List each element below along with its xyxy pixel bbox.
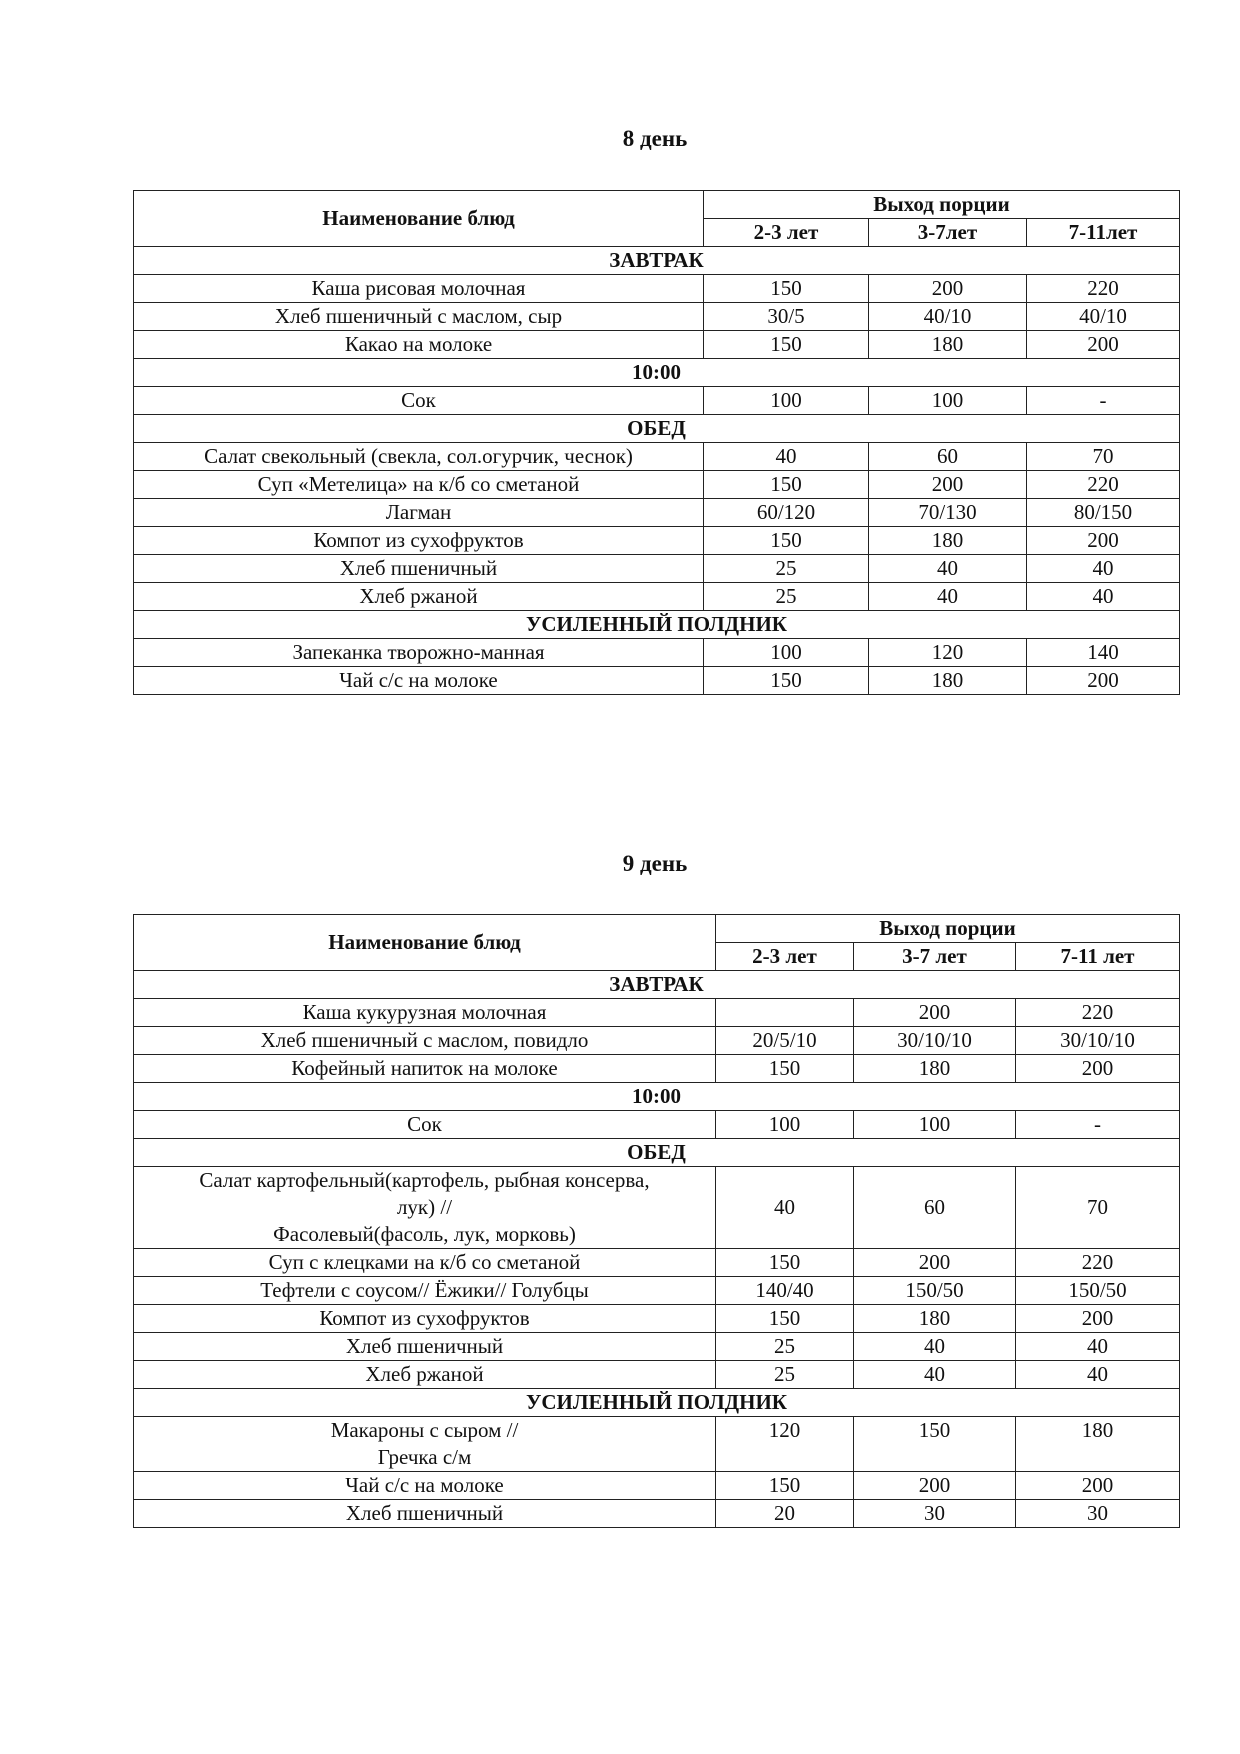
dish-name-header: Наименование блюд [134,191,704,247]
portion-value-cell: 220 [1027,471,1180,499]
dish-row [134,1500,1180,1528]
portion-value-cell: 200 [1016,1055,1180,1083]
day-9-title: 9 день [622,851,688,876]
dish-name-cell [134,1305,716,1333]
portion-value-cell: 40 [869,583,1027,611]
dish-name-line: Хлеб ржаной [365,1362,484,1386]
dish-row [134,1333,1180,1361]
portion-value-cell: 60 [854,1167,1016,1249]
dish-name-cell [134,1500,716,1528]
age-column-header: 3-7лет [869,219,1027,247]
age-column-header: 7-11 лет [1016,943,1180,971]
portion-value-cell: 100 [704,387,869,415]
portion-value-cell: 180 [854,1055,1016,1083]
portion-value-cell: 30/10/10 [1016,1027,1180,1055]
portion-value-cell: 25 [704,583,869,611]
portion-value-cell: 150 [716,1472,854,1500]
dish-name-line: Сок [407,1112,442,1136]
dish-row [134,1417,1180,1472]
portion-value-cell: - [1027,387,1180,415]
dish-name-line: Хлеб пшеничный [345,1334,504,1358]
portion-value-cell: 180 [854,1305,1016,1333]
meal-section-row [134,247,1180,275]
dish-row [134,275,1180,303]
dish-row [134,443,1180,471]
portion-value-cell: 200 [1016,1472,1180,1500]
dish-name-line: Фасолевый(фасоль, лук, морковь) [273,1222,576,1246]
dish-name-line: Кофейный напиток на молоке [291,1056,558,1080]
portion-value-cell: 60/120 [704,499,869,527]
dish-name-cell [134,331,704,359]
portion-value-cell: 150 [704,471,869,499]
dish-name-cell [134,1055,716,1083]
dish-name-cell [134,1249,716,1277]
portion-value-cell: 200 [1027,667,1180,695]
dish-name-cell [134,639,704,667]
dish-row [134,303,1180,331]
portion-value-cell: 100 [704,639,869,667]
dish-name-line: Каша рисовая молочная [311,276,526,300]
dish-name-cell [134,387,704,415]
dish-row [134,1361,1180,1389]
portion-value-cell: 30/10/10 [854,1027,1016,1055]
dish-name-cell [134,1361,716,1389]
portion-value-cell: 80/150 [1027,499,1180,527]
meal-section-title: ЗАВТРАК [134,971,1180,999]
portion-value-cell: 200 [869,275,1027,303]
dish-name-cell [134,1111,716,1139]
portion-value-cell: 200 [869,471,1027,499]
portion-value-cell: 40 [869,555,1027,583]
portion-value-cell: 40 [1016,1361,1180,1389]
dish-name-header: Наименование блюд [134,915,716,971]
dish-name-line: Суп с клецками на к/б со сметаной [268,1250,581,1274]
portion-value-cell: 150 [704,331,869,359]
dish-name-cell [134,1333,716,1361]
day-9-menu-table [133,914,1180,1528]
dish-name-cell [134,499,704,527]
dish-name-line: Какао на молоке [344,332,493,356]
dish-row [134,1305,1180,1333]
portion-value-cell: 25 [716,1361,854,1389]
dish-name-cell [134,1277,716,1305]
portion-value-cell: 200 [1027,527,1180,555]
portion-value-cell: 200 [854,999,1016,1027]
day-8-menu-table [133,190,1180,695]
dish-row [134,1277,1180,1305]
dish-name-line: Чай с/с на молоке [345,1473,504,1497]
dish-row [134,1111,1180,1139]
dish-name-line: Хлеб ржаной [359,584,478,608]
portion-value-cell: 120 [869,639,1027,667]
portion-value-cell: 25 [716,1333,854,1361]
portion-value-cell: 150 [854,1417,1016,1472]
dish-name-line: Хлеб пшеничный с маслом, повидло [260,1028,589,1052]
portion-value-cell: 150 [704,667,869,695]
dish-name-cell [134,583,704,611]
dish-row [134,1055,1180,1083]
dish-row [134,999,1180,1027]
age-column-header: 2-3 лет [716,943,854,971]
portion-value-cell: 180 [1016,1417,1180,1472]
portion-value-cell: 180 [869,331,1027,359]
dish-name-cell [134,1417,716,1472]
portion-value-cell: 20 [716,1500,854,1528]
meal-section-title: ЗАВТРАК [134,247,1180,275]
portion-value-cell: 220 [1016,999,1180,1027]
dish-name-line: Компот из сухофруктов [319,1306,530,1330]
meal-section-title: 10:00 [134,1083,1180,1111]
portion-value-cell [716,999,854,1027]
portion-value-cell: 200 [1016,1305,1180,1333]
dish-name-line: Салат картофельный(картофель, рыбная консерва, [199,1168,650,1192]
portion-value-cell: 200 [1027,331,1180,359]
dish-name-cell [134,1027,716,1055]
dish-name-line: Запеканка творожно-манная [292,640,545,664]
portion-value-cell: 30 [854,1500,1016,1528]
portion-value-cell: 100 [854,1111,1016,1139]
dish-row [134,1027,1180,1055]
portion-value-cell: 150 [716,1055,854,1083]
age-column-header: 2-3 лет [704,219,869,247]
dish-name-cell [134,471,704,499]
portion-header: Выход порции [704,191,1180,219]
dish-name-line: Суп «Метелица» на к/б со сметаной [257,472,580,496]
dish-name-cell [134,555,704,583]
meal-section-row [134,1083,1180,1111]
dish-name-cell [134,527,704,555]
portion-value-cell: 30 [1016,1500,1180,1528]
portion-value-cell: 150 [704,527,869,555]
meal-section-row [134,971,1180,999]
portion-value-cell: 40/10 [1027,303,1180,331]
dish-row [134,471,1180,499]
dish-row [134,1249,1180,1277]
portion-value-cell: 150/50 [854,1277,1016,1305]
portion-value-cell: 120 [716,1417,854,1472]
dish-name-cell [134,303,704,331]
portion-value-cell: 40 [854,1361,1016,1389]
portion-value-cell: - [1016,1111,1180,1139]
portion-value-cell: 140 [1027,639,1180,667]
dish-row [134,527,1180,555]
dish-row [134,555,1180,583]
portion-value-cell: 150 [716,1249,854,1277]
dish-name-cell [134,1472,716,1500]
dish-row [134,387,1180,415]
portion-value-cell: 40 [716,1167,854,1249]
portion-value-cell: 40 [1027,583,1180,611]
portion-value-cell: 40 [704,443,869,471]
portion-value-cell: 40 [854,1333,1016,1361]
portion-value-cell: 25 [704,555,869,583]
portion-value-cell: 200 [854,1472,1016,1500]
dish-row [134,639,1180,667]
meal-section-title: ОБЕД [134,1139,1180,1167]
dish-name-line: Макароны с сыром // [330,1418,519,1442]
portion-value-cell: 180 [869,667,1027,695]
dish-name-line: Хлеб пшеничный [345,1501,504,1525]
dish-name-line: Сок [401,388,436,412]
portion-value-cell: 30/5 [704,303,869,331]
meal-section-row [134,415,1180,443]
dish-name-cell [134,1167,716,1249]
dish-row [134,1472,1180,1500]
meal-section-title: ОБЕД [134,415,1180,443]
dish-name-line: Гречка с/м [377,1445,472,1469]
meal-section-title: 10:00 [134,359,1180,387]
dish-row [134,499,1180,527]
dish-row [134,1167,1180,1249]
portion-value-cell: 100 [869,387,1027,415]
portion-value-cell: 180 [869,527,1027,555]
portion-value-cell: 60 [869,443,1027,471]
dish-row [134,667,1180,695]
dish-name-line: Каша кукурузная молочная [302,1000,547,1024]
dish-name-line: лук) // [396,1195,453,1219]
portion-value-cell: 40/10 [869,303,1027,331]
portion-value-cell: 20/5/10 [716,1027,854,1055]
dish-row [134,331,1180,359]
portion-value-cell: 150 [716,1305,854,1333]
portion-value-cell: 70/130 [869,499,1027,527]
age-column-header: 3-7 лет [854,943,1016,971]
dish-name-line: Салат свекольный (свекла, сол.огурчик, чеснок) [204,444,633,468]
portion-value-cell: 40 [1016,1333,1180,1361]
portion-value-cell: 70 [1016,1167,1180,1249]
portion-value-cell: 70 [1027,443,1180,471]
dish-name-line: Компот из сухофруктов [313,528,524,552]
meal-section-row [134,359,1180,387]
dish-name-line: Хлеб пшеничный с маслом, сыр [274,304,563,328]
meal-section-title: УСИЛЕННЫЙ ПОЛДНИК [134,1389,1180,1417]
portion-value-cell: 220 [1027,275,1180,303]
portion-header: Выход порции [716,915,1180,943]
dish-name-line: Хлеб пшеничный [339,556,498,580]
portion-value-cell: 150/50 [1016,1277,1180,1305]
dish-name-line: Чай с/с на молоке [339,668,498,692]
portion-value-cell: 100 [716,1111,854,1139]
dish-name-line: Лагман [385,500,452,524]
meal-section-row [134,1139,1180,1167]
meal-section-title: УСИЛЕННЫЙ ПОЛДНИК [134,611,1180,639]
dish-row [134,583,1180,611]
dish-name-cell [134,443,704,471]
portion-value-cell: 220 [1016,1249,1180,1277]
dish-name-cell [134,667,704,695]
portion-value-cell: 150 [704,275,869,303]
dish-name-line: Тефтели с соусом// Ёжики// Голубцы [260,1278,589,1302]
portion-value-cell: 200 [854,1249,1016,1277]
portion-value-cell: 140/40 [716,1277,854,1305]
age-column-header: 7-11лет [1027,219,1180,247]
dish-name-cell [134,275,704,303]
day-8-title: 8 день [622,126,688,151]
portion-value-cell: 40 [1027,555,1180,583]
meal-section-row [134,611,1180,639]
meal-section-row [134,1389,1180,1417]
dish-name-cell [134,999,716,1027]
